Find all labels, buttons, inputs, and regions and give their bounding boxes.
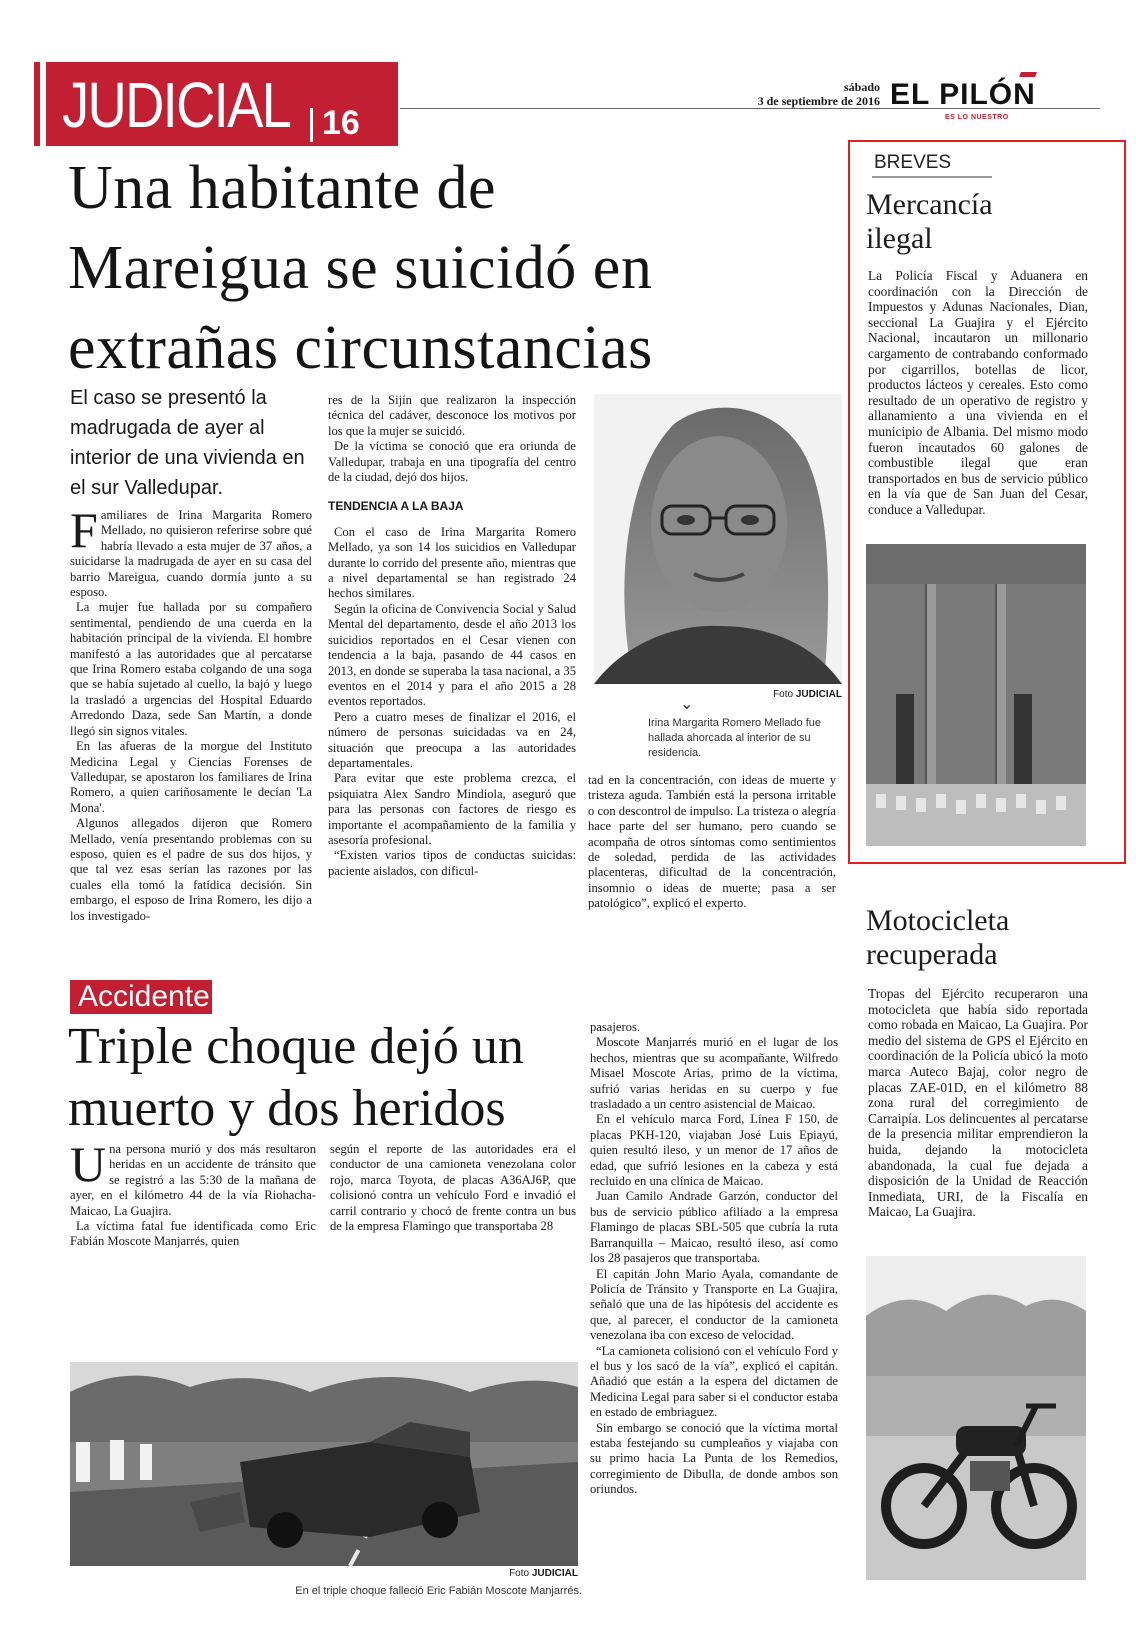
article-column-3 [588, 773, 836, 912]
accident-tag: Accidente [78, 980, 210, 1013]
brief-title-line: Mercancía [866, 188, 993, 221]
paragraph: res de la Sijín que realizaron la inspección técnica del cadáver, desconoce los motivos por los que la mujer se suicidó. [328, 393, 576, 438]
issue-day: sábado [843, 80, 880, 94]
section-title: JUDICIAL [62, 69, 291, 141]
paragraph: Para evitar que este problema crezca, el psiquiatra Alex Sandro Mindiola, aseguró que para las personas con factores de riesgo es importante el acompañamiento de la familia y asesoría profesional. [328, 771, 576, 847]
paragraph: El capitán John Mario Ayala, comandante de Policía de Tránsito y Transporte en La Guajira, señaló que una de las hipótesis del accidente es que, al parecer, el conductor de la camioneta venezolana iba con exceso de velocidad. [590, 1266, 838, 1343]
headline-line: Mareigua se suicidó en [68, 234, 653, 302]
breves-label: BREVES [874, 152, 952, 173]
credit-prefix: Foto [509, 1568, 530, 1579]
headline-line: Triple choque dejó un [68, 1018, 524, 1075]
page-number: 16 [322, 104, 360, 142]
headline-line: muerto y dos heridos [68, 1080, 506, 1137]
crash-photo [70, 1362, 578, 1566]
photo-credit [700, 689, 842, 700]
accident-column-2 [330, 1142, 576, 1234]
paragraph: Con el caso de Irina Margarita Romero Mellado, ya son 14 los suicidios en Valledupar durante lo corrido del presente año, mientras que a nivel departamental se han registrado 24 hechos similares. [328, 524, 576, 601]
paragraph: pasajeros. [590, 1020, 641, 1034]
paragraph: Juan Camilo Andrade Garzón, conductor del bus de servicio público afiliado a la empresa Flamingo de placas SBL-505 que cubría la ruta Barranquilla – Maicao, resultó ileso, así como los 28 pasajeros que transportaba. [590, 1189, 838, 1266]
paragraph: Pero a cuatro meses de finalizar el 2016, el número de personas suicidadas va en 24, situación que preocupa a las autoridades departamentales. [328, 709, 576, 770]
accident-column-1 [70, 1136, 316, 1250]
accident-column-3 [590, 1020, 838, 1498]
portrait-illustration [594, 394, 842, 684]
logo-accent-mark [1019, 72, 1037, 77]
issue-date: 3 de septiembre de 2016 [757, 94, 880, 108]
paragraph: En el vehículo marca Ford, Línea F 150, de placas PKH-120, viajaban José Luis Epiayú, quien resultó ileso, y un menor de 17 años de edad, que sufrió lesiones en la cabeza y está recluido en una clínica de Maicao. [590, 1112, 838, 1189]
headline-line: Una habitante de [68, 154, 497, 222]
article-deck: El caso se presentó la madrugada de ayer al interior de una vivienda en el sur Valledupar. [70, 387, 305, 499]
paragraph: na persona murió y dos más resultaron heridas en un accidente de tránsito que se registró a las 5:30 de la mañana de ayer, en el kilómetro 44 de la vía Riohacha- Maicao, La Guajira. [70, 1142, 316, 1218]
photo-caption: Irina Margarita Romero Mellado fue hallada ahorcada al interior de su residencia. [648, 717, 822, 759]
paragraph: En las afueras de la morgue del Instituto Medicina Legal y Ciencias Forenses de Valledupar, se apostaron los familiares de Irina Romero, a quien cariñosamente le decían 'La Mona'. [70, 739, 312, 815]
paragraph: “Existen varios tipos de conductas suicidas: paciente aislados, con dificul- [328, 848, 576, 878]
paragraph: Moscote Manjarrés murió en el lugar de los hechos, mientras que su acompañante, Wilfredo Misael Moscote Arias, primo de la víctima, sufrió varias heridas en su cuerpo y fue trasladado a un centro asistencial de Maicao. [590, 1035, 838, 1112]
moto-title-line: Motocicleta [866, 904, 1010, 937]
logo-tagline: ES LO NUESTRO [945, 114, 1009, 121]
motorcycle-photo [866, 1256, 1086, 1580]
paragraph: tad en la concentración, con ideas de muerte y tristeza aguda. También está la persona irritable o con descontrol de impulso. La tristeza o alegría hace parte del ser humano, pero cuando se acompaña de otros síntomas como sentimientos de soledad, perdida de las actividades placenteras, dificultad de la concentración, insomnio o ideas de muerte; pasa a ser patológico”, explicó el experto. [588, 773, 836, 911]
paragraph: La víctima fatal fue identificada como Eric Fabián Moscote Manjarrés, quien [70, 1219, 316, 1249]
main-headline [68, 148, 848, 388]
subhead: TENDENCIA A LA BAJA [328, 499, 464, 514]
caption-marker-icon: ⌄ [680, 696, 694, 713]
drop-cap: F [70, 502, 98, 558]
paragraph: De la víctima se conoció que era oriunda de Valledupar, trabaja en una tipografía del centro de la ciudad, dejó dos hijos. [328, 439, 576, 485]
credit-source: JUDICIAL [531, 1568, 578, 1579]
motorcycle-illustration [866, 1256, 1086, 1580]
contraband-illustration [866, 544, 1086, 846]
paragraph: Algunos allegados dijeron que Romero Mellado, venía presentando problemas con su esposo, quien es el padre de sus dos hijos, y que tal vez esas serían las razones por las cuales ella tomó la fatídica decisión. Sin embargo, el esposo de Irina Romero, les dijo a los investigado- [70, 816, 312, 923]
article-column-2 [328, 393, 576, 879]
moto-title-line: recuperada [866, 938, 998, 971]
contraband-photo [866, 544, 1086, 846]
paragraph: La mujer fue hallada por su compañero sentimental, pendiendo de una cuerda en la habitación principal de la vivienda. El hombre manifestó a las autoridades que al percatarse que Irina Romero estaba colgando de una soga que se había sujetado al cuello, la bajó y luego la trasladó a urgencias del Hospital Eduardo Arredondo Daza, sede San Martín, a donde llegó sin signos vitales. [70, 600, 312, 738]
drop-cap: U [70, 1136, 107, 1192]
portrait-photo [594, 394, 842, 684]
section-divider [310, 108, 313, 142]
paragraph: Sin embargo se conoció que la víctima mortal estaba festejando su cumpleaños y viajaba con su primo hacia La Punta de los Remedios, corregimiento de Dibulla, de donde ambos son oriundos. [590, 1420, 838, 1497]
crash-illustration [70, 1362, 578, 1566]
newspaper-logo: EL PILÓN [890, 78, 1036, 111]
crash-photo-caption: En el triple choque falleció Eric Fabián Moscote Manjarrés. [295, 1585, 582, 1597]
accident-headline [68, 1016, 588, 1140]
paragraph: Según la oficina de Convivencia Social y Salud Mental del departamento, desde el año 2013 los suicidios reportados en el Cesar vienen con tendencia a la baja, pasando de 44 casos en 2013, en donde se superaba la tasa nacional, a 35 eventos en el 2014 y para el año 2015 a 28 eventos reportados. [328, 601, 576, 709]
credit-source: JUDICIAL [795, 689, 842, 700]
headline-line: extrañas circunstancias [68, 314, 653, 382]
credit-prefix: Foto [773, 689, 794, 700]
paragraph: amiliares de Irina Margarita Romero Mellado, no quisieron referirse sobre qué habría llevado a esta mujer de 37 años, a suicidarse la madrugada de ayer en su casa del barrio Mareigua, cuando dormía junto a su esposo. [70, 508, 312, 600]
brief-body: La Policía Fiscal y Aduanera en coordinación con la Dirección de Impuestos y Adunas Nacionales, Dian, seccional La Guajira y el Ejército Nacional, incautaron un millonario cargamento de contrabando conformado por cigarrillos, botellas de licor, productos lácteos y cereales. Esto como resultado de un operativo de registro y allanamiento a una vivienda en el municipio de Albania. Del mismo modo fueron incautados 60 galones de combustible ilegal que eran transportados en bus de servicio público en la vía que de San Juan del Cesar, conduce a Valledupar. [868, 268, 1088, 517]
section-accent-bar [34, 62, 40, 146]
moto-body: Tropas del Ejército recuperaron una motocicleta que había sido reportada como robada en Maicao, La Guajira. Por medio del sistema de GPS el Ejército en coordinación de la Policía ubicó la moto marca Auteco Bajaj, color negro de placas ZAE-01D, en el kilómetro 88 zona rural del corregimiento de Carraipía. Los delincuentes al percatarse de la presencia militar emprendieron la huida, dejando la motocicleta abandonada, la cual fue dejada a disposición de la Unidad de Reacción Inmediata, URI, de la Fiscalía en Maicao, La Guajira. [868, 986, 1088, 1220]
brief-title-line: ilegal [866, 222, 933, 255]
paragraph: “La camioneta colisionó con el vehículo Ford y el bus y los sacó de la vía”, explicó el capitán. Añadió que están a la espera del dictamen de Medicina Legal para saber si el conductor estaba en estado de embriaguez. [590, 1343, 838, 1420]
crash-photo-credit [460, 1568, 578, 1579]
brief-title [866, 188, 1106, 256]
paragraph: según el reporte de las autoridades era el conductor de una camioneta venezolana color rojo, marca Toyota, de placas A36AJ6P, que colisionó contra un vehículo Ford e invadió el carril contrario y chocó de frente contra un bus de la empresa Flamingo que transportaba 28 [330, 1142, 576, 1234]
article-column-1 [70, 502, 312, 924]
breves-rule [872, 176, 992, 178]
moto-title [866, 904, 1106, 972]
